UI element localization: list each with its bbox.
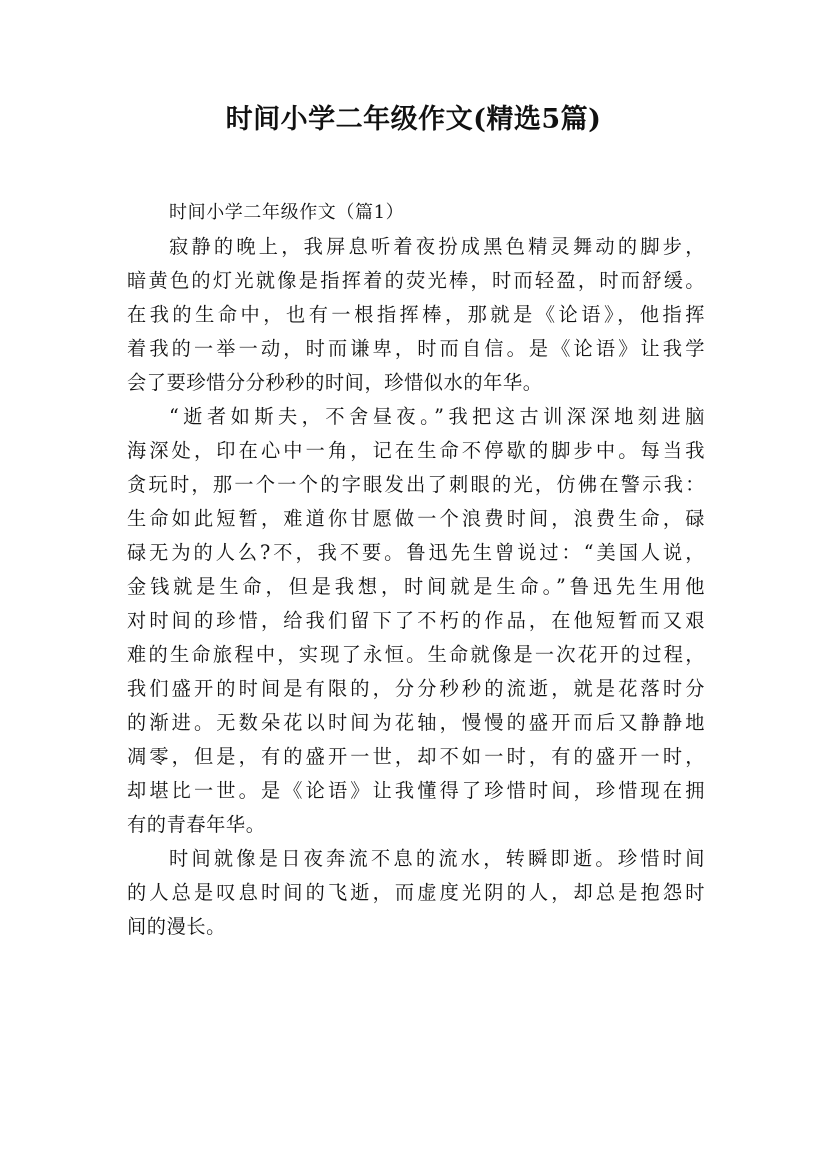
paragraph-line: 着我的一举一动，时而谦卑，时而自信。是《论语》让我学 [127,337,705,360]
paragraph-line: 难的生命旅程中，实现了永恒。生命就像是一次花开的过程， [127,643,705,666]
paragraph-line: 会了要珍惜分分秒秒的时间，珍惜似水的年华。 [127,371,543,394]
section-heading: 时间小学二年级作文（篇1） [169,202,405,223]
paragraph-line: 的人总是叹息时间的飞逝，而虚度光阴的人，却总是抱怨时 [127,881,705,904]
paragraph-line: 时间就像是日夜奔流不息的流水，转瞬即逝。珍惜时间 [169,847,705,870]
paragraph-line: 对时间的珍惜，给我们留下了不朽的作品，在他短暂而又艰 [127,609,705,632]
document-title: 时间小学二年级作文(精选5篇) [225,104,602,135]
paragraph-line: 的渐进。无数朵花以时间为花轴，慢慢的盛开而后又静静地 [127,711,705,734]
paragraph-line: 寂静的晚上，我屏息听着夜扮成黑色精灵舞动的脚步， [169,235,705,258]
paragraph-line: “逝者如斯夫，不舍昼夜。”我把这古训深深地刻进脑 [169,405,705,428]
paragraph-1 [127,230,705,400]
paragraph-line: 生命如此短暂，难道你甘愿做一个浪费时间，浪费生命，碌 [127,507,705,530]
paragraph-line: 却堪比一世。是《论语》让我懂得了珍惜时间，珍惜现在拥 [127,779,705,802]
paragraph-line: 贪玩时，那一个一个的字眼发出了刺眼的光，仿佛在警示我： [127,473,705,496]
paragraph-line: 碌无为的人么?不，我不要。鲁迅先生曾说过：“美国人说， [127,541,705,564]
paragraph-3 [127,842,705,944]
paragraph-line: 凋零，但是，有的盛开一世，却不如一时，有的盛开一时， [127,745,705,768]
paragraph-line: 金钱就是生命，但是我想，时间就是生命。”鲁迅先生用他 [127,575,705,598]
paragraph-line: 在我的生命中，也有一根指挥棒，那就是《论语》，他指挥 [127,303,705,326]
paragraph-line: 海深处，印在心中一角，记在生命不停歇的脚步中。每当我 [127,439,705,462]
paragraph-2 [127,400,705,842]
paragraph-line: 间的漫长。 [127,915,226,938]
paragraph-line: 我们盛开的时间是有限的，分分秒秒的流逝，就是花落时分 [127,677,705,700]
document-body [127,196,705,944]
paragraph-line: 有的青春年华。 [127,813,266,836]
paragraph-line: 暗黄色的灯光就像是指挥着的荧光棒，时而轻盈，时而舒缓。 [127,269,705,292]
